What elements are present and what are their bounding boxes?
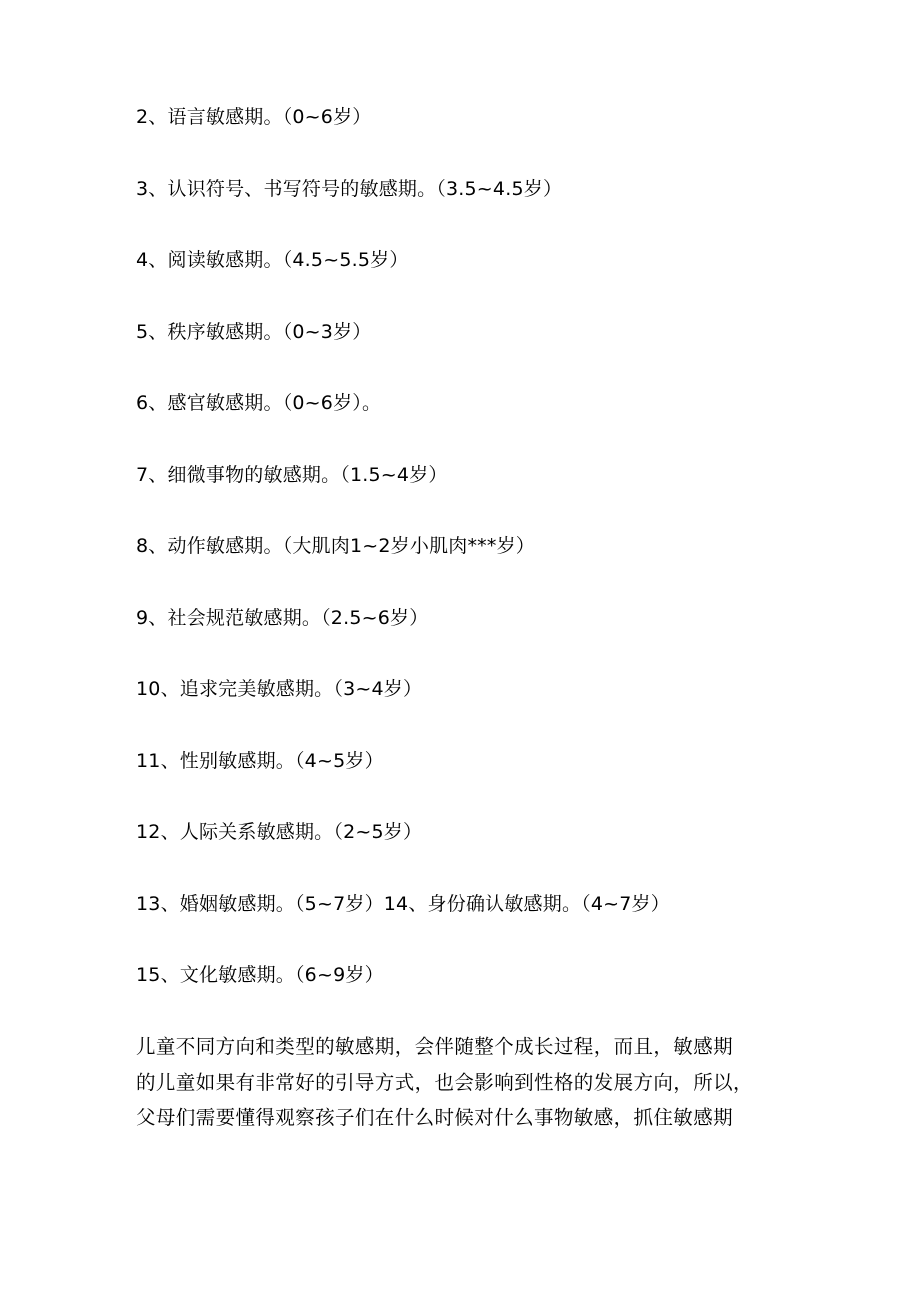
list-item: 9、社会规范敏感期。（2.5~6岁） xyxy=(136,606,429,629)
body-paragraph xyxy=(136,1029,796,1136)
list-item: 12、人际关系敏感期。（2~5岁） xyxy=(136,821,423,843)
list-item: 13、婚姻敏感期。（5~7岁）14、身份确认敏感期。（4~7岁） xyxy=(136,892,670,915)
sensitive-period-list xyxy=(136,99,876,1029)
paragraph-line: 儿童不同方向和类型的敏感期，会伴随整个成长过程，而且，敏感期 xyxy=(136,1035,734,1058)
list-item: 5、秩序敏感期。（0~3岁） xyxy=(136,320,372,343)
list-item: 4、阅读敏感期。（4.5~5.5岁） xyxy=(136,249,409,271)
list-item: 10、追求完美敏感期。（3~4岁） xyxy=(136,678,423,700)
paragraph-line: 父母们需要懂得观察孩子们在什么时候对什么事物敏感，抓住敏感期 xyxy=(136,1106,734,1129)
list-item: 7、细微事物的敏感期。（1.5~4岁） xyxy=(136,463,448,486)
list-item: 2、语言敏感期。（0~6岁） xyxy=(136,106,372,128)
list-item: 11、性别敏感期。（4~5岁） xyxy=(136,749,384,772)
list-item: 3、认识符号、书写符号的敏感期。（3.5~4.5岁） xyxy=(136,177,563,200)
list-item: 8、动作敏感期。（大肌肉1~2岁小肌肉***岁） xyxy=(136,535,535,557)
paragraph-line: 的儿童如果有非常好的引导方式，也会影响到性格的发展方向，所以， xyxy=(136,1070,753,1094)
list-item: 6、感官敏感期。（0~6岁）。 xyxy=(136,392,382,414)
list-item: 15、文化敏感期。（6~9岁） xyxy=(136,964,384,986)
